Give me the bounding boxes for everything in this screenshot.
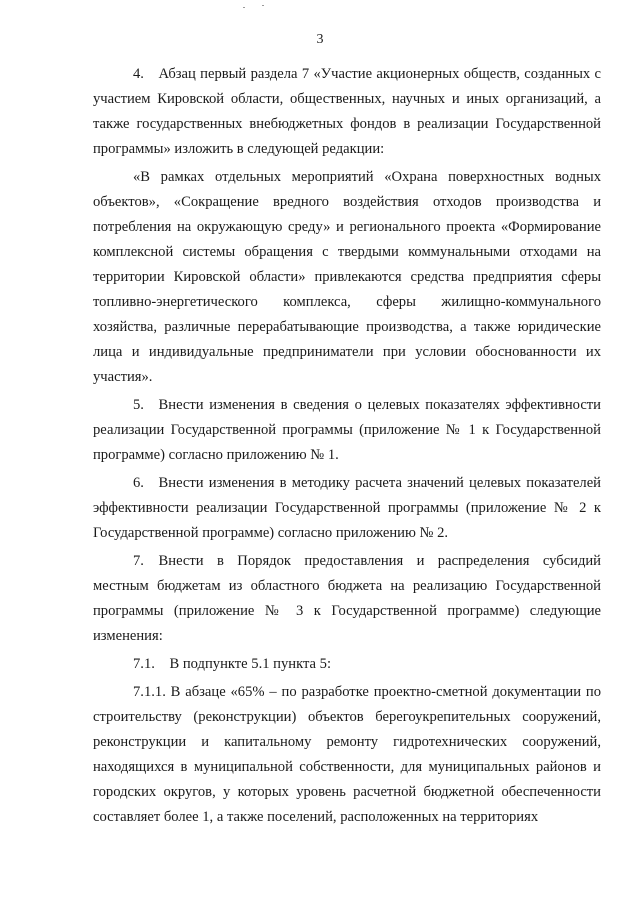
paragraph-item-4: 4. Абзац первый раздела 7 «Участие акционерных обществ, созданных с участием Кировской области, общественных, научных и иных организаций, а также государственных внебюджетных фондов в реализации Государственной программы» изложить в следующей редакции: (93, 66, 601, 157)
scan-speck (262, 5, 264, 6)
document-body (93, 62, 601, 830)
paragraph-item-7: 7. Внести в Порядок предоставления и распределения субсидий местным бюджетам из областного бюджета на реализацию Государственной программы (приложение № 3 к Государственной программе) следующие изменения: (93, 553, 601, 644)
paragraph-item-5: 5. Внести изменения в сведения о целевых показателях эффективности реализации Государственной программы (приложение № 1 к Государственной программе) согласно приложению № 1. (93, 397, 601, 463)
paragraph-quoted-text: «В рамках отдельных мероприятий «Охрана поверхностных водных объектов», «Сокращение вредного воздействия отходов производства и потребления на окружающую среду» и регионального проекта «Формирование комплексной системы обращения с твердыми коммунальными отходами на территории Кировской области» привлекаются средства предприятия сферы топливно-энергетического комплекса, сферы жилищно-коммунального хозяйства, различные перерабатывающие производства, а также юридические лица и индивидуальные предприниматели при условии обоснованности их участия». (93, 169, 601, 385)
paragraph-item-6: 6. Внести изменения в методику расчета значений целевых показателей эффективности реализации Государственной программы (приложение № 2 к Государственной программе) согласно приложению № 2. (93, 475, 601, 541)
page-number: 3 (316, 32, 324, 47)
paragraph-item-7-1-1: 7.1.1. В абзаце «65% – по разработке проектно-сметной документации по строительству (реконструкции) объектов берегоукрепительных сооружений, реконструкции и капитальному ремонту гидротехнических сооружений, находящихся в муниципальной собственности, для муниципальных районов и городских округов, у которых уровень расчетной бюджетной обеспеченности составляет более 1, а также поселений, расположенных на территориях (93, 684, 601, 825)
scan-speck (243, 7, 245, 8)
paragraph-item-7-1: 7.1. В подпункте 5.1 пункта 5: (133, 656, 332, 672)
